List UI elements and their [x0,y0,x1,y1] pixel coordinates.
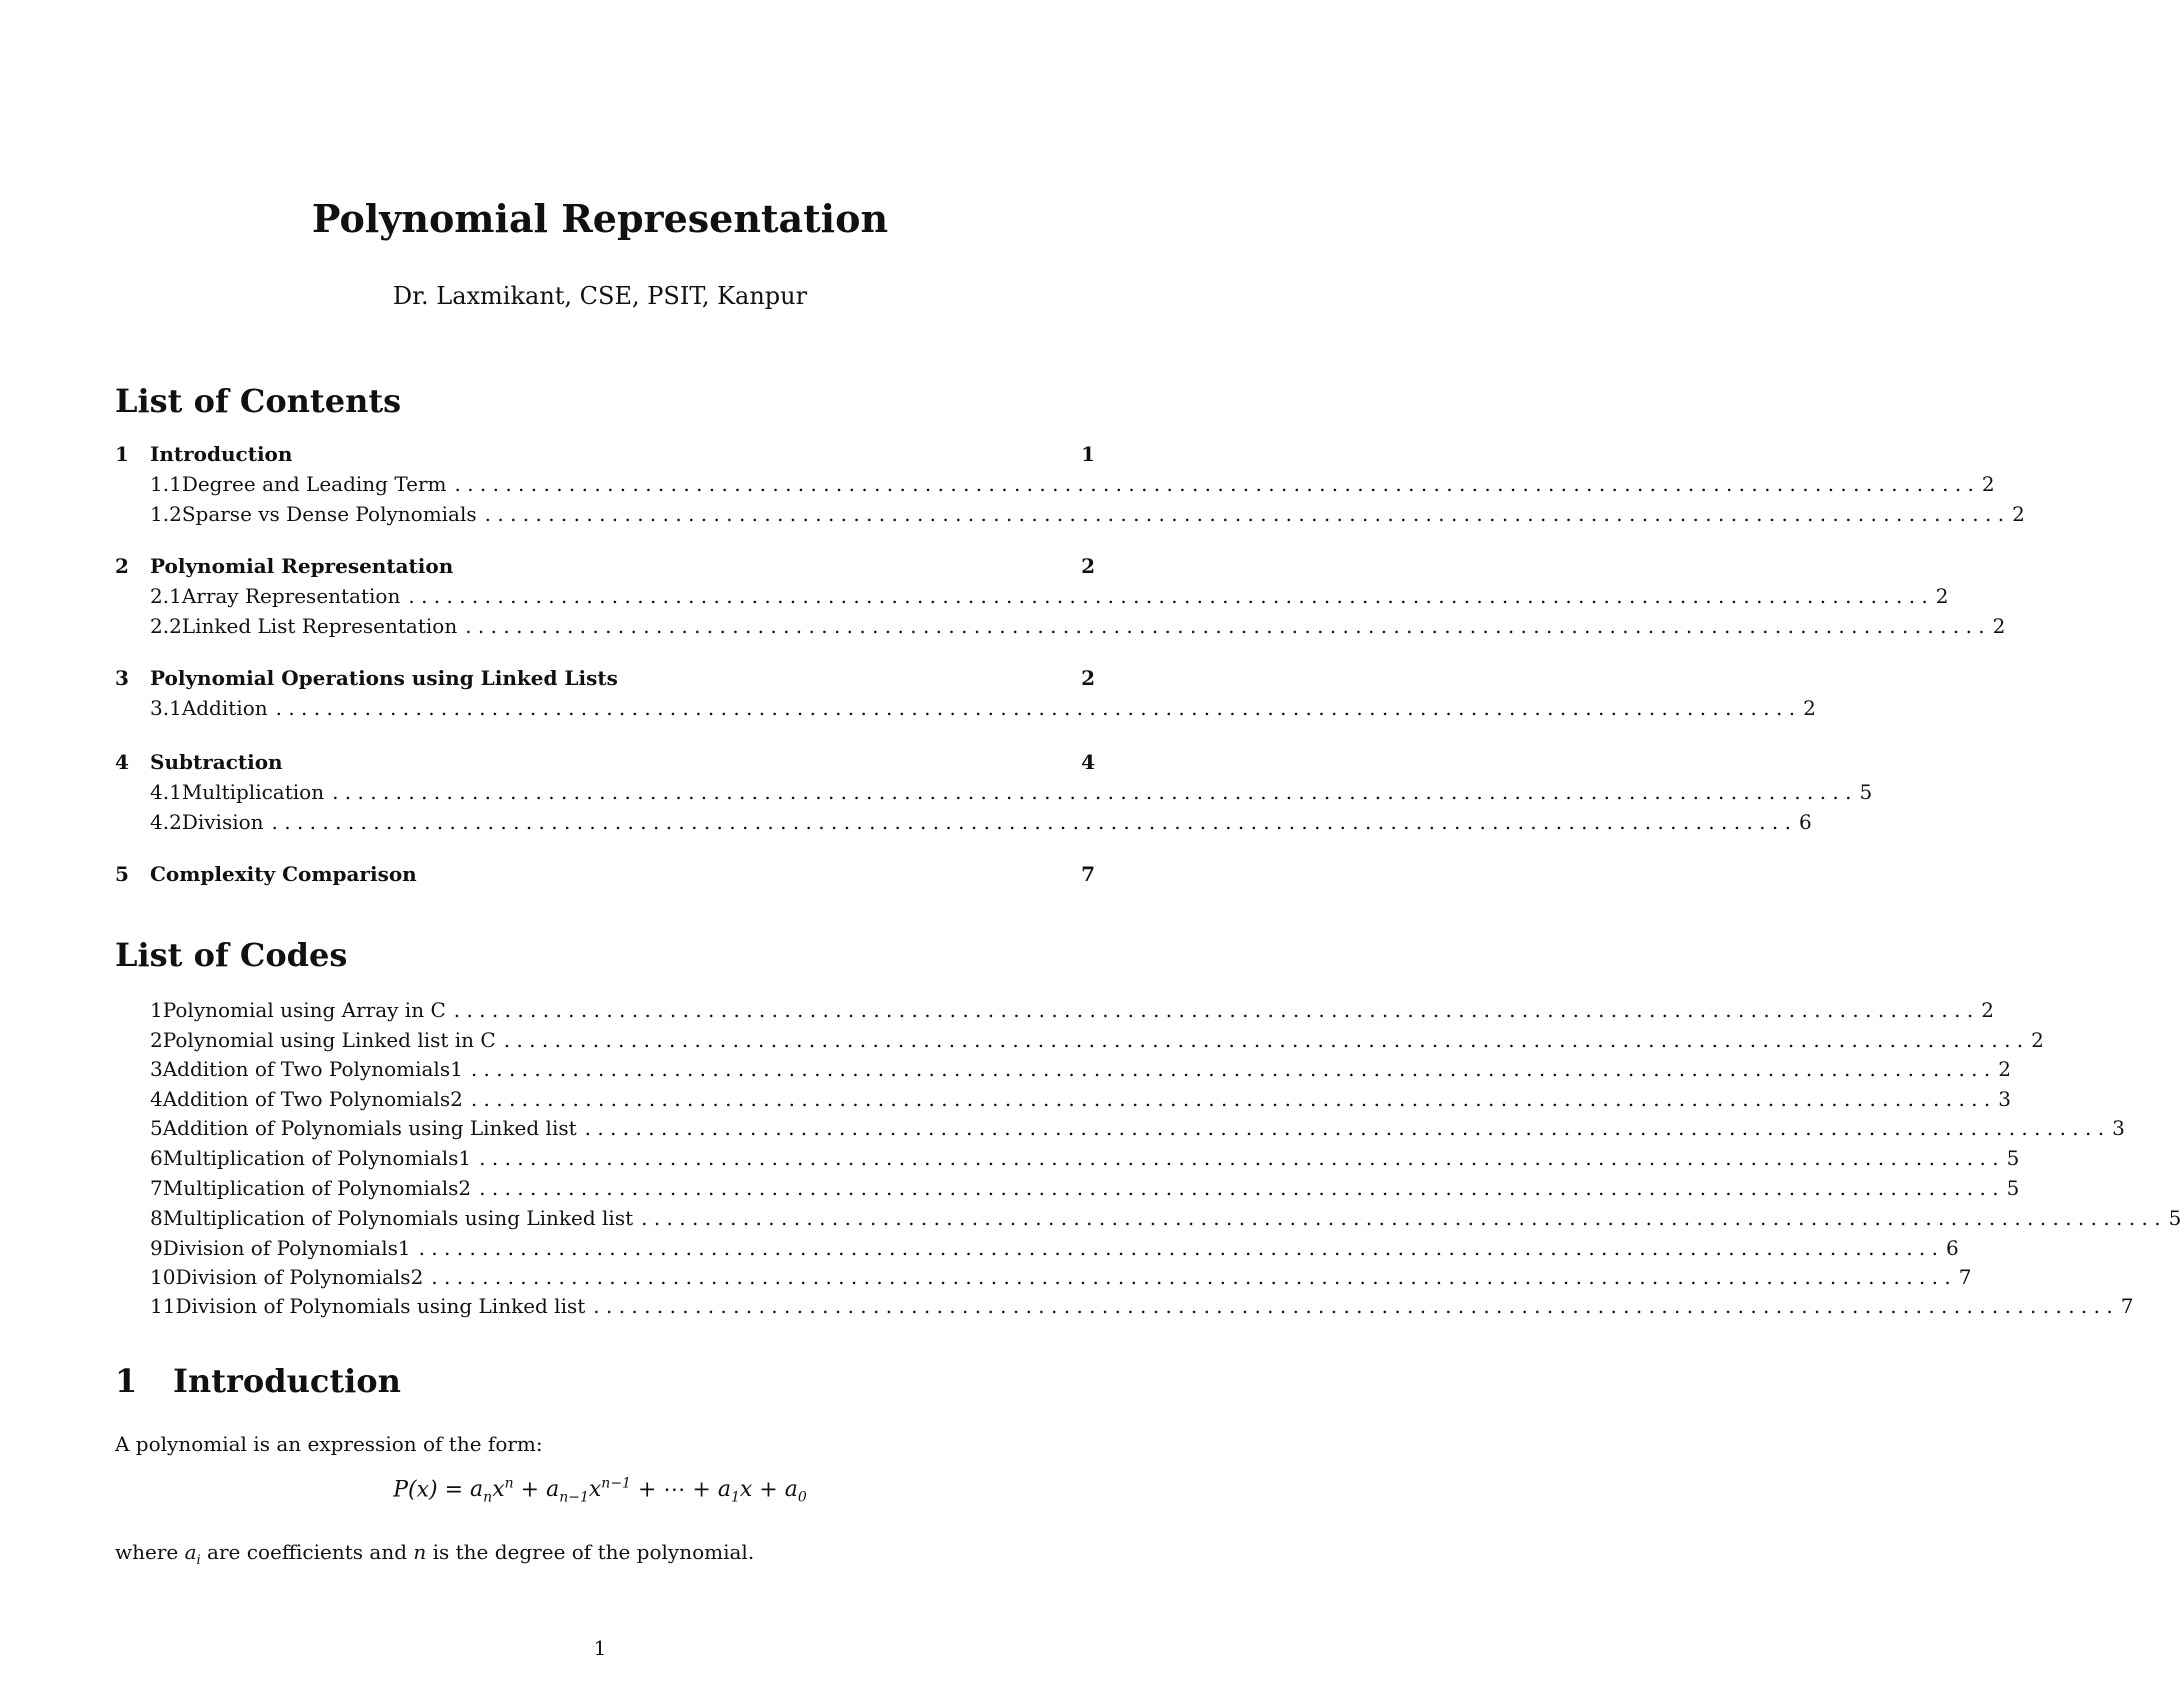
toc-section-title: Introduction [150,442,293,466]
toc-section-number: 2 [115,554,129,578]
document-title: Polynomial Representation [311,196,889,241]
toc-subsection-number: 4.1 [150,780,182,804]
code-list-item[interactable] [115,1294,2134,1322]
toc-subsection-number: 2.1 [150,584,182,608]
equation-term: $a_{n-1}x^{n-1}$ [546,1476,631,1506]
code-title: Addition of Two Polynomials1 [162,1057,463,1081]
toc-page-number: 4 [1081,750,1095,774]
code-list-item[interactable] [115,1265,1972,1293]
section-number: 1 [115,1362,138,1400]
toc-subsection[interactable] [115,614,2006,642]
toc-page-number: 6 [1798,810,1812,834]
text-run: where [115,1540,185,1564]
code-page-number: 7 [1958,1265,1972,1289]
code-number: 3 [150,1057,163,1081]
toc-subsection-title: Sparse vs Dense Polynomials [181,502,477,526]
math-variable: n [413,1540,427,1564]
dot-leader: . . . . . . . . . . . . . . . . . . . . . . . . . . . . . . . . . . . . . . . . . . . . . . . . . . . . . . . . . . . . . . . . . . . . . . . . . . . . . . . . . . . . . . . . . . . . . . . . . . . . . . . . . . . . . . . . . . . . . . . . [418,1236,1939,1260]
equation-operator: + [520,1477,540,1503]
toc-section-title: Polynomial Operations using Linked Lists [150,666,618,690]
code-number: 5 [150,1116,163,1140]
text-run: is the degree of the polynomial. [426,1540,755,1564]
code-title: Division of Polynomials2 [175,1265,424,1289]
author-line: Dr. Laxmikant, CSE, PSIT, Kanpur [392,282,808,310]
code-title: Addition of Two Polynomials2 [162,1087,463,1111]
code-page-number: 5 [2006,1176,2020,1200]
toc-subsection-number: 4.2 [150,810,182,834]
section-title: Introduction [173,1362,401,1400]
dot-leader: . . . . . . . . . . . . . . . . . . . . . . . . . . . . . . . . . . . . . . . . . . . . . . . . . . . . . . . . . . . . . . . . . . . . . . . . . . . . . . . . . . . . . . . . . . . . . . . . . . . . . . . . . . . . . . . . . . . . . . . . [503,1028,2024,1052]
dot-leader: . . . . . . . . . . . . . . . . . . . . . . . . . . . . . . . . . . . . . . . . . . . . . . . . . . . . . . . . . . . . . . . . . . . . . . . . . . . . . . . . . . . . . . . . . . . . . . . . . . . . . . . . . . . . . . . . . . . . . . . . [479,1146,1999,1170]
toc-section[interactable] [115,750,1095,778]
code-number: 11 [150,1294,176,1318]
toc-section-number: 3 [115,666,129,690]
equation-operator: + [759,1477,778,1503]
toc-subsection-number: 3.1 [150,696,182,720]
code-page-number: 2 [2031,1028,2044,1052]
equation-operator: + ⋯ + [637,1477,711,1503]
toc-subsection[interactable] [115,696,1816,724]
toc-section[interactable] [115,442,1095,470]
dot-leader: . . . . . . . . . . . . . . . . . . . . . . . . . . . . . . . . . . . . . . . . . . . . . . . . . . . . . . . . . . . . . . . . . . . . . . . . . . . . . . . . . . . . . . . . . . . . . . . . . . . . . . . . . . . . . . . . . . . . . . . . [470,1057,1991,1081]
toc-page-number: 7 [1081,862,1095,886]
toc-section-title: Polynomial Representation [150,554,454,578]
code-page-number: 2 [1998,1057,2011,1081]
toc-page-number: 2 [1935,584,1949,608]
equation-lhs: P(x) = [393,1477,464,1503]
toc-section[interactable] [115,862,1095,890]
equation-term: $a_0$ [784,1477,807,1506]
dot-leader: . . . . . . . . . . . . . . . . . . . . . . . . . . . . . . . . . . . . . . . . . . . . . . . . . . . . . . . . . . . . . . . . . . . . . . . . . . . . . . . . . . . . . . . . . . . . . . . . . . . . . . . . . . . . . . . . . . . . . . . . [465,614,1985,638]
dot-leader: . . . . . . . . . . . . . . . . . . . . . . . . . . . . . . . . . . . . . . . . . . . . . . . . . . . . . . . . . . . . . . . . . . . . . . . . . . . . . . . . . . . . . . . . . . . . . . . . . . . . . . . . . . . . . . . . . . . . . . . . [408,584,1928,608]
toc-subsection[interactable] [115,472,1995,500]
dot-leader: . . . . . . . . . . . . . . . . . . . . . . . . . . . . . . . . . . . . . . . . . . . . . . . . . . . . . . . . . . . . . . . . . . . . . . . . . . . . . . . . . . . . . . . . . . . . . . . . . . . . . . . . . . . . . . . . . . . . . . . . [641,1206,2161,1230]
toc-subsection-title: Division [181,810,264,834]
dot-leader: . . . . . . . . . . . . . . . . . . . . . . . . . . . . . . . . . . . . . . . . . . . . . . . . . . . . . . . . . . . . . . . . . . . . . . . . . . . . . . . . . . . . . . . . . . . . . . . . . . . . . . . . . . . . . . . . . . . . . . . . [275,696,1796,720]
code-title: Addition of Polynomials using Linked list [162,1116,577,1140]
code-list-item[interactable] [115,1028,2044,1056]
code-number: 10 [150,1265,176,1289]
dot-leader: . . . . . . . . . . . . . . . . . . . . . . . . . . . . . . . . . . . . . . . . . . . . . . . . . . . . . . . . . . . . . . . . . . . . . . . . . . . . . . . . . . . . . . . . . . . . . . . . . . . . . . . . . . . . . . . . . . . . . . . . [453,998,1974,1022]
toc-subsection-number: 1.2 [150,502,182,526]
contents-heading: List of Contents [115,382,402,420]
dot-leader: . . . . . . . . . . . . . . . . . . . . . . . . . . . . . . . . . . . . . . . . . . . . . . . . . . . . . . . . . . . . . . . . . . . . . . . . . . . . . . . . . . . . . . . . . . . . . . . . . . . . . . . . . . . . . . . . . . . . . . . . [271,810,1791,834]
code-list-item[interactable] [115,1176,2020,1204]
explanation-paragraph [115,1540,754,1568]
toc-section-number: 5 [115,862,129,886]
toc-subsection[interactable] [115,780,1873,808]
code-number: 7 [150,1176,163,1200]
code-page-number: 5 [2168,1206,2181,1230]
section-heading [115,1362,401,1400]
code-list-item[interactable] [115,1236,1959,1264]
toc-page-number: 2 [1981,472,1995,496]
dot-leader: . . . . . . . . . . . . . . . . . . . . . . . . . . . . . . . . . . . . . . . . . . . . . . . . . . . . . . . . . . . . . . . . . . . . . . . . . . . . . . . . . . . . . . . . . . . . . . . . . . . . . . . . . . . . . . . . . . . . . . . . [431,1265,1951,1289]
code-number: 9 [150,1236,163,1260]
toc-page-number: 5 [1859,780,1873,804]
toc-subsection[interactable] [115,502,2025,530]
code-page-number: 5 [2006,1146,2020,1170]
dot-leader: . . . . . . . . . . . . . . . . . . . . . . . . . . . . . . . . . . . . . . . . . . . . . . . . . . . . . . . . . . . . . . . . . . . . . . . . . . . . . . . . . . . . . . . . . . . . . . . . . . . . . . . . . . . . . . . . . . . . . . . . [593,1294,2113,1318]
code-number: 1 [150,998,163,1022]
code-list-item[interactable] [115,1206,2181,1234]
code-title: Polynomial using Array in C [162,998,446,1022]
code-number: 4 [150,1087,163,1111]
code-list-item[interactable] [115,1057,2011,1085]
dot-leader: . . . . . . . . . . . . . . . . . . . . . . . . . . . . . . . . . . . . . . . . . . . . . . . . . . . . . . . . . . . . . . . . . . . . . . . . . . . . . . . . . . . . . . . . . . . . . . . . . . . . . . . . . . . . . . . . . . . . . . . . [470,1087,1991,1111]
polynomial-equation [0,1476,1200,1506]
dot-leader: . . . . . . . . . . . . . . . . . . . . . . . . . . . . . . . . . . . . . . . . . . . . . . . . . . . . . . . . . . . . . . . . . . . . . . . . . . . . . . . . . . . . . . . . . . . . . . . . . . . . . . . . . . . . . . . . . . . . . . . . [332,780,1852,804]
toc-subsection-title: Linked List Representation [181,614,458,638]
toc-subsection-number: 2.2 [150,614,182,638]
code-list-item[interactable] [115,1087,2011,1115]
code-title: Polynomial using Linked list in C [162,1028,496,1052]
code-page-number: 2 [1981,998,1994,1022]
toc-subsection-title: Array Representation [181,584,401,608]
code-page-number: 6 [1946,1236,1959,1260]
code-number: 6 [150,1146,163,1170]
toc-page-number: 2 [1081,666,1095,690]
toc-subsection-title: Multiplication [181,780,325,804]
code-number: 2 [150,1028,163,1052]
toc-page-number: 2 [1081,554,1095,578]
toc-section-title: Complexity Comparison [150,862,417,886]
toc-subsection[interactable] [115,584,1949,612]
code-list-item[interactable] [115,1116,2125,1144]
toc-page-number: 2 [2012,502,2025,526]
toc-section[interactable] [115,666,1095,694]
code-number: 8 [150,1206,163,1230]
code-title: Multiplication of Polynomials1 [162,1146,472,1170]
dot-leader: . . . . . . . . . . . . . . . . . . . . . . . . . . . . . . . . . . . . . . . . . . . . . . . . . . . . . . . . . . . . . . . . . . . . . . . . . . . . . . . . . . . . . . . . . . . . . . . . . . . . . . . . . . . . . . . . . . . . . . . . [484,502,2005,526]
equation-term: $a_nx^n$ [470,1476,514,1506]
page-number: 1 [593,1636,607,1660]
equation-term: $a_1x$ [717,1477,753,1506]
text-run: are coefficients and [200,1540,414,1564]
code-list-item[interactable] [115,998,1994,1026]
code-title: Division of Polynomials1 [162,1236,411,1260]
toc-page-number: 2 [1803,696,1816,720]
intro-paragraph: A polynomial is an expression of the form: [115,1432,543,1456]
toc-subsection-title: Addition [181,696,268,720]
toc-subsection[interactable] [115,810,1812,838]
dot-leader: . . . . . . . . . . . . . . . . . . . . . . . . . . . . . . . . . . . . . . . . . . . . . . . . . . . . . . . . . . . . . . . . . . . . . . . . . . . . . . . . . . . . . . . . . . . . . . . . . . . . . . . . . . . . . . . . . . . . . . . . [454,472,1974,496]
toc-page-number: 1 [1081,442,1095,466]
code-title: Multiplication of Polynomials using Linked list [162,1206,634,1230]
code-title: Division of Polynomials using Linked list [175,1294,586,1318]
code-page-number: 3 [1998,1087,2011,1111]
toc-subsection-number: 1.1 [150,472,182,496]
code-title: Multiplication of Polynomials2 [162,1176,472,1200]
toc-section-number: 4 [115,750,129,774]
toc-section-number: 1 [115,442,129,466]
dot-leader: . . . . . . . . . . . . . . . . . . . . . . . . . . . . . . . . . . . . . . . . . . . . . . . . . . . . . . . . . . . . . . . . . . . . . . . . . . . . . . . . . . . . . . . . . . . . . . . . . . . . . . . . . . . . . . . . . . . . . . . . [584,1116,2105,1140]
toc-section[interactable] [115,554,1095,582]
toc-subsection-title: Degree and Leading Term [181,472,447,496]
code-page-number: 7 [2120,1294,2134,1318]
toc-section-title: Subtraction [150,750,283,774]
math-variable: $a_i$ [184,1540,201,1568]
code-list-item[interactable] [115,1146,2020,1174]
code-page-number: 3 [2112,1116,2125,1140]
toc-page-number: 2 [1992,614,2006,638]
codes-heading: List of Codes [115,936,348,974]
dot-leader: . . . . . . . . . . . . . . . . . . . . . . . . . . . . . . . . . . . . . . . . . . . . . . . . . . . . . . . . . . . . . . . . . . . . . . . . . . . . . . . . . . . . . . . . . . . . . . . . . . . . . . . . . . . . . . . . . . . . . . . . [479,1176,1999,1200]
